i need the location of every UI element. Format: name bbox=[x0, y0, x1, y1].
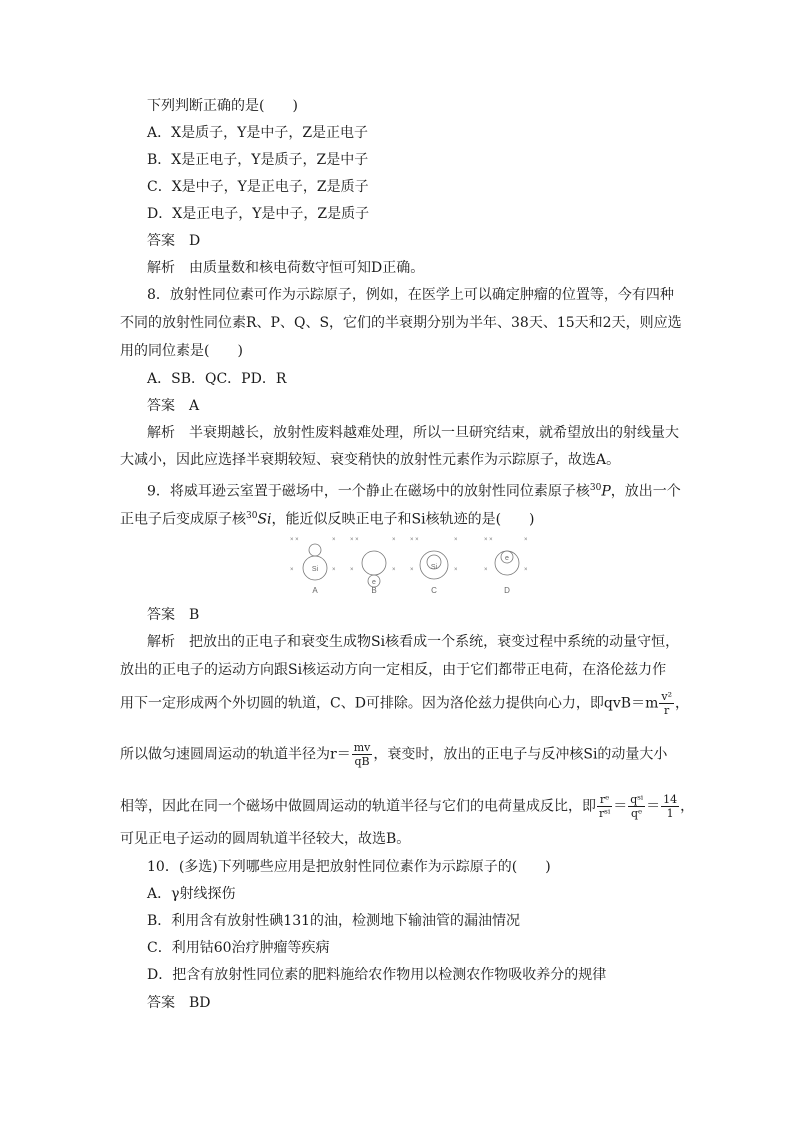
fraction-numerator: 14 bbox=[663, 793, 678, 806]
radius-fraction bbox=[352, 741, 373, 768]
q8-stem-line1: 8．放射性同位素可作为示踪原子，例如，在医学上可以确定肿瘤的位置等，今有四种 bbox=[147, 287, 674, 303]
q8-analysis-line2: 大减小，因此应选择半衰期较短、衰变稍快的放射性元素作为示踪原子，故选A。 bbox=[120, 452, 621, 468]
q9-stem-text-end: ，放出一个 bbox=[610, 483, 681, 500]
fraction-denominator: rˢⁱ bbox=[599, 807, 611, 820]
nuclide-symbol: Si bbox=[257, 511, 272, 528]
q9-answer: 答案 B bbox=[147, 607, 200, 623]
svg-text:×: × bbox=[410, 567, 414, 573]
q9-analysis-line5: 相等，因此在同一个磁场中做圆周运动的轨道半径与它们的电荷量成反比，即 $\frac{\text{rᵉ}}{\text{rˢⁱ}}$ ＝ $\frac{\text{qˢⁱ}}{\text{qᵉ}}$ ＝ $\frac{14}{1}$ ， bbox=[120, 793, 695, 820]
q9-stem-text: 9．将威耳逊云室置于磁场中，一个静止在磁场中的放射性同位素原子核 bbox=[147, 483, 590, 500]
charge-ratio-fraction bbox=[628, 793, 645, 820]
analysis-text-end: ，衰变时，放出的正电子与反冲核Si的动量大小 bbox=[373, 746, 668, 763]
svg-text:×: × bbox=[454, 537, 458, 543]
track-options-figure bbox=[288, 535, 538, 597]
option-b-large-circle bbox=[362, 551, 386, 575]
q7-answer: 答案 D bbox=[147, 233, 201, 249]
svg-text:×: × bbox=[350, 567, 354, 573]
svg-text:×: × bbox=[392, 537, 396, 543]
q10-answer: 答案 BD bbox=[147, 995, 211, 1011]
svg-text:× ×: × × bbox=[290, 537, 299, 543]
fraction-numerator: v² bbox=[661, 690, 672, 703]
q10-option-c: C．利用钴60治疗肿瘤等疾病 bbox=[147, 940, 330, 956]
option-a-small-circle bbox=[309, 544, 321, 556]
analysis-text-end: ， bbox=[675, 695, 689, 712]
mass-number: 30 bbox=[589, 483, 602, 493]
q8-answer: 答案 A bbox=[147, 398, 200, 414]
q10-option-b: B．利用含有放射性碘131的油，检测地下输油管的漏油情况 bbox=[147, 913, 521, 929]
q9-analysis-line1: 解析 把放出的正电子和衰变生成物Si核看成一个系统，衰变过程中系统的动量守恒， bbox=[147, 634, 680, 650]
q8-options: A．SB．QC．PD．R bbox=[147, 371, 287, 387]
fraction-numerator: qˢⁱ bbox=[630, 793, 644, 806]
svg-text:× ×: × × bbox=[350, 537, 359, 543]
q8-analysis-line1: 解析 半衰期越长，放射性废料越难处理，所以一旦研究结束，就希望放出的射线量大 bbox=[147, 425, 679, 441]
q7-stem: 下列判断正确的是( ) bbox=[147, 98, 298, 114]
analysis-text: 用下一定形成两个外切圆的轨道，C、D可排除。因为洛伦兹力提供向心力，即qvB＝m bbox=[120, 695, 659, 712]
q9-stem-line1 bbox=[147, 478, 681, 502]
fraction-denominator: qᵉ bbox=[631, 807, 643, 820]
svg-text:×: × bbox=[332, 567, 336, 573]
q9-stem-text: 正电子后变成原子核 bbox=[120, 511, 246, 528]
q8-stem-line3: 用的同位素是( ) bbox=[120, 343, 243, 359]
svg-text:× ×: × × bbox=[410, 537, 419, 543]
svg-text:×: × bbox=[484, 567, 488, 573]
fraction-numerator: rᵉ bbox=[597, 793, 612, 807]
centripetal-fraction bbox=[659, 690, 674, 717]
mass-number: 30 bbox=[246, 511, 258, 521]
svg-text:×: × bbox=[290, 567, 294, 573]
svg-text:×: × bbox=[524, 567, 528, 573]
option-c-inner-label: Si bbox=[430, 564, 438, 571]
svg-text:×: × bbox=[332, 537, 336, 543]
svg-text:×: × bbox=[524, 537, 528, 543]
option-d-label: D bbox=[504, 586, 510, 595]
option-c-label: C bbox=[431, 586, 437, 595]
q7-option-b: B．X是正电子，Y是质子，Z是中子 bbox=[147, 152, 369, 168]
option-d-inner-label: e bbox=[505, 555, 509, 562]
q9-analysis-line6: 可见正电子运动的圆周轨道半径较大，故选B。 bbox=[120, 831, 411, 847]
q9-analysis-line4 bbox=[120, 741, 667, 768]
q10-stem: 10．(多选)下列哪些应用是把放射性同位素作为示踪原子的( ) bbox=[147, 859, 551, 875]
q7-option-c: C．X是中子，Y是正电子，Z是质子 bbox=[147, 179, 369, 195]
analysis-text: 所以做匀速圆周运动的轨道半径为r＝ bbox=[120, 746, 351, 763]
q8-stem-line2: 不同的放射性同位素R、P、Q、S，它们的半衰期分别为半年、38天、15天和2天，则应选 bbox=[120, 315, 682, 331]
option-b-inner-label: e bbox=[372, 579, 376, 586]
q7-analysis: 解析 由质量数和核电荷数守恒可知D正确。 bbox=[147, 260, 425, 276]
radius-ratio-fraction bbox=[597, 793, 612, 820]
q9-stem-text-end: ，能近似反映正电子和Si核轨迹的是( ) bbox=[271, 511, 535, 528]
q10-option-d: D．把含有放射性同位素的肥料施给农作物用以检测农作物吸收养分的规律 bbox=[147, 967, 607, 983]
option-a-label: A bbox=[312, 586, 318, 595]
svg-text:×: × bbox=[392, 567, 396, 573]
fraction-denominator: qB bbox=[354, 755, 370, 768]
svg-text:× ×: × × bbox=[484, 537, 493, 543]
q9-analysis-line2: 放出的正电子的运动方向跟Si核运动方向一定相反，由于它们都带正电荷，在洛伦兹力作 bbox=[120, 662, 667, 678]
fraction-denominator: r bbox=[664, 704, 670, 717]
svg-text:×: × bbox=[454, 567, 458, 573]
q10-option-a: A．γ射线探伤 bbox=[147, 886, 236, 902]
q7-option-a: A．X是质子，Y是中子，Z是正电子 bbox=[147, 125, 369, 141]
fraction-denominator: 1 bbox=[666, 807, 674, 820]
q9-analysis-line3 bbox=[120, 690, 689, 717]
nuclide-symbol: P bbox=[601, 483, 611, 500]
fraction-numerator: mv bbox=[353, 741, 371, 754]
option-a-inner-label: Si bbox=[311, 566, 319, 573]
q9-stem-line2 bbox=[120, 506, 535, 530]
option-b-label: B bbox=[371, 586, 377, 595]
q7-option-d: D．X是正电子，Y是中子，Z是质子 bbox=[147, 206, 370, 222]
analysis-text: 相等，因此在同一个磁场中做圆周运动的轨道半径与它们的电荷量成反比，即 bbox=[120, 798, 596, 815]
value-fraction bbox=[661, 793, 679, 820]
